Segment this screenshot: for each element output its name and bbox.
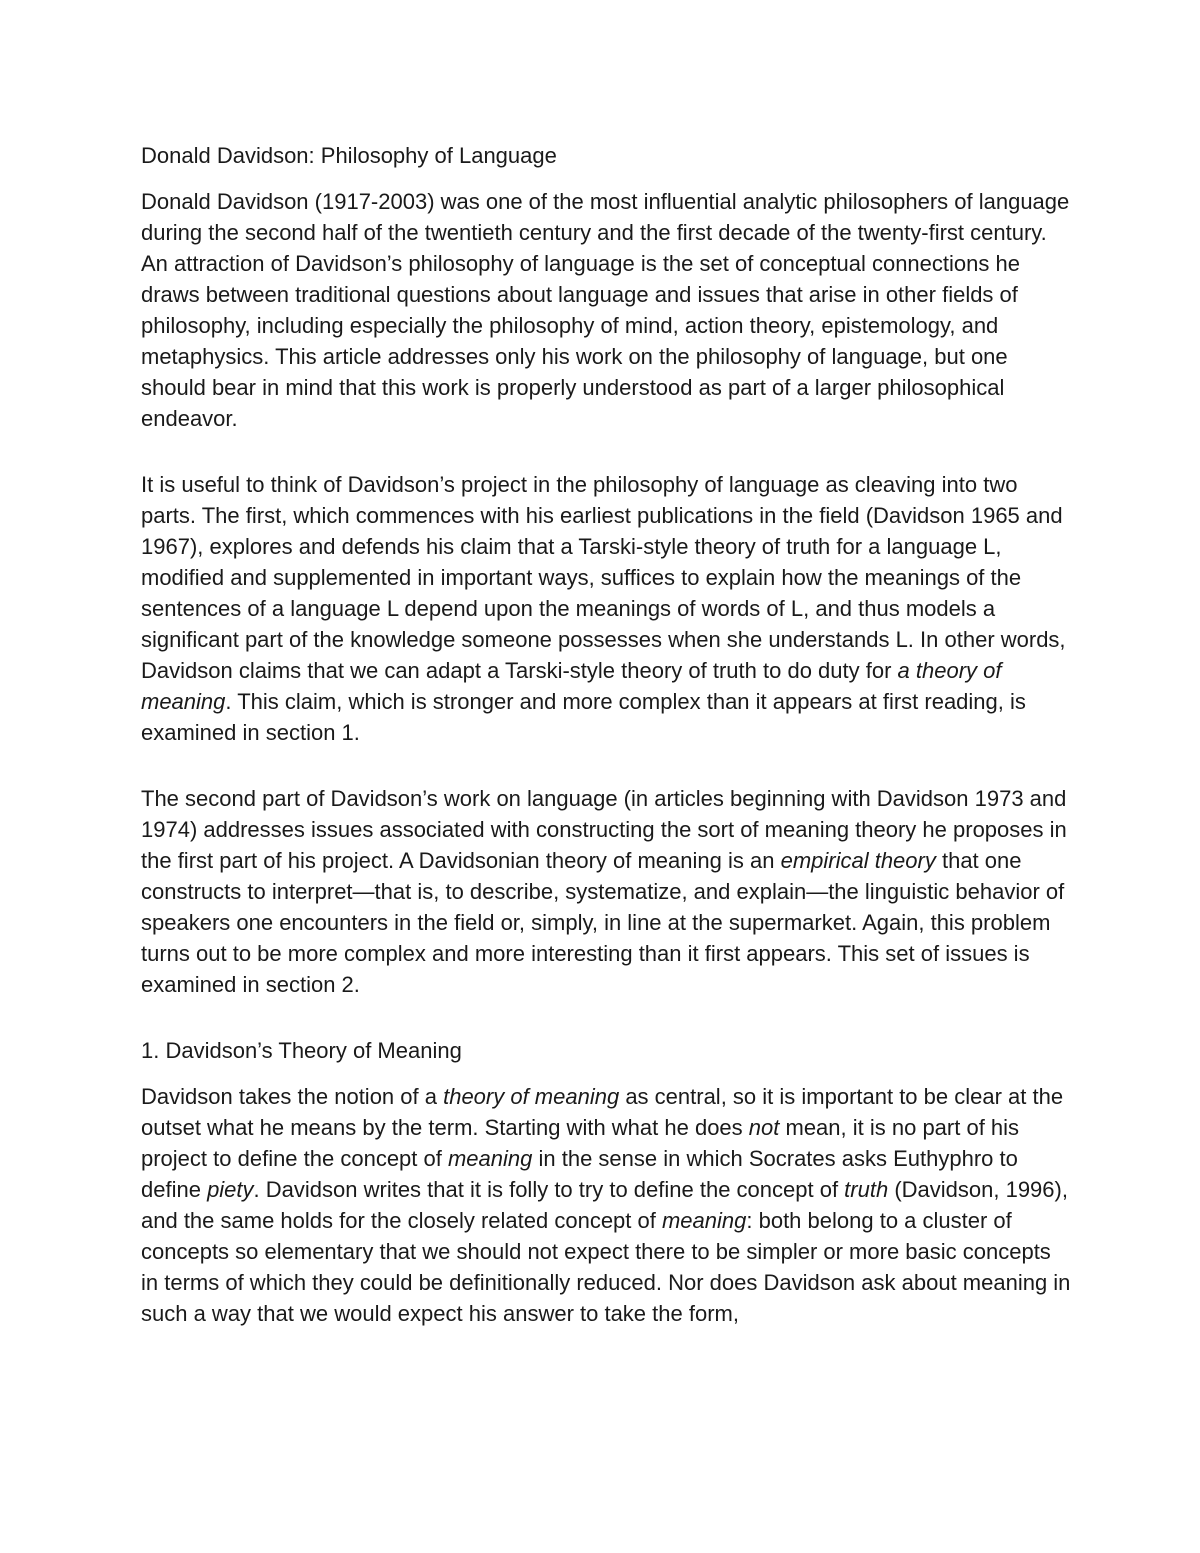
intro-paragraph-3-text-a: The second part of Davidson’s work on language (in articles beginning with Davidson 1973 and 1974) addresses issues associated with constructing the sort of meaning theory he proposes in the first part of his project. A Davidsonian theory of meaning is an xyxy=(141,786,1067,873)
intro-paragraph-3-emphasis: empirical theory xyxy=(780,848,936,873)
section-1-heading: 1. Davidson’s Theory of Meaning xyxy=(141,1038,462,1063)
section-1-text-6: (Davidson, 1996), and the same holds for the closely related concept of xyxy=(141,1177,1068,1233)
document-title: Donald Davidson: Philosophy of Language xyxy=(141,143,557,168)
document-page xyxy=(141,140,1071,1329)
section-1-emphasis-6: meaning xyxy=(661,1208,747,1233)
section-1-text-4: in the sense in which Socrates asks Euthyphro to define xyxy=(141,1146,1018,1202)
section-1-text-5: . Davidson writes that it is folly to try to define the concept of xyxy=(253,1177,845,1202)
intro-paragraph-3-text-b: that one constructs to interpret—that is, to describe, systematize, and explain—the linguistic behavior of speakers one encounters in the field or, simply, in line at the supermarket. Again, this problem turns out to be more complex and more interesting than it first appears. This set of issues is examined in section 2. xyxy=(141,848,1065,997)
section-1-emphasis-1: theory of meaning xyxy=(443,1084,620,1109)
section-1-text-2: as central, so it is important to be clear at the outset what he means by the term. Starting with what he does xyxy=(141,1084,1064,1140)
section-1-paragraph-1 xyxy=(141,1081,1071,1329)
section-1-text-7: : both belong to a cluster of concepts so elementary that we should not expect there to be simpler or more basic concepts in terms of which they could be definitionally reduced. Nor does Davidson ask about meaning in such a way that we would expect his answer to take the form, xyxy=(141,1208,1071,1326)
intro-paragraph-2-text-a: It is useful to think of Davidson’s project in the philosophy of language as cleaving into two parts. The first, which commences with his earliest publications in the field (Davidson 1965 and 1967), explores and defends his claim that a Tarski-style theory of truth for a language L, modified and supplemented in important ways, suffices to explain how the meanings of the sentences of a language L depend upon the meanings of words of L, and thus models a significant part of the knowledge someone possesses when she understands L. In other words, Davidson claims that we can adapt a Tarski-style theory of truth to do duty for xyxy=(141,472,1066,683)
section-1-emphasis-4: piety xyxy=(207,1177,254,1202)
intro-paragraph-2-emphasis: a theory of meaning xyxy=(141,658,1002,714)
section-1-text-3: mean, it is no part of his project to define the concept of xyxy=(141,1115,1020,1171)
intro-paragraph-3 xyxy=(141,783,1071,1000)
intro-paragraph-1: Donald Davidson (1917-2003) was one of the most influential analytic philosophers of language during the second half of the twentieth century and the first decade of the twenty-first century. An attraction of Davidson’s philosophy of language is the set of conceptual connections he draws between traditional questions about language and issues that arise in other fields of philosophy, including especially the philosophy of mind, action theory, epistemology, and metaphysics. This article addresses only his work on the philosophy of language, but one should bear in mind that this work is properly understood as part of a larger philosophical endeavor. xyxy=(141,189,1070,431)
intro-paragraph-2 xyxy=(141,469,1071,748)
section-1-text-1: Davidson takes the notion of a xyxy=(141,1084,444,1109)
section-1-emphasis-5: truth xyxy=(844,1177,889,1202)
section-1-emphasis-2: not xyxy=(748,1115,780,1140)
section-1-emphasis-3: meaning xyxy=(447,1146,533,1171)
intro-paragraph-2-text-b: . This claim, which is stronger and more complex than it appears at first reading, is examined in section 1. xyxy=(141,689,1026,745)
